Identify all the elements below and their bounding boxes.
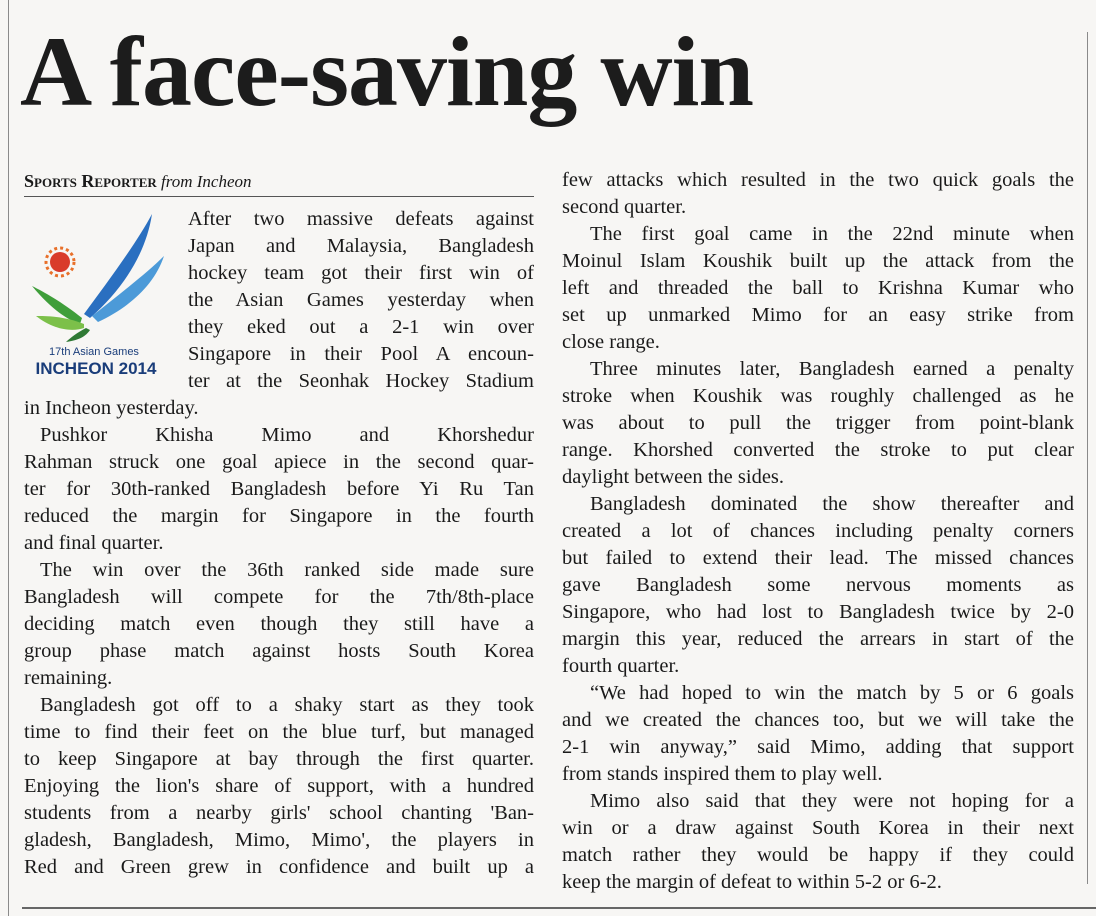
text-line: but failed to extend their lead. The missed chances: [562, 547, 1074, 569]
text-line: created a lot of chances including penalty corners: [562, 520, 1074, 542]
logo-caption: 17th Asian Games: [49, 346, 139, 358]
text-line: Bangladesh got off to a shaky start as they took: [40, 694, 534, 716]
text-line: The first goal came in the 22nd minute when: [590, 223, 1074, 245]
bottom-rule: [22, 907, 1096, 909]
text-line: margin this year, reduced the arrears in start of the: [562, 628, 1074, 650]
text-line: Singapore, who had lost to Bangladesh twice by 2-0: [562, 601, 1074, 623]
text-line: from stands inspired them to play well.: [562, 763, 883, 785]
text-line: Rahman struck one goal apiece in the second quar-: [24, 451, 534, 473]
text-line: hockey team got their first win of: [188, 262, 534, 284]
text-line: time to find their feet on the blue turf, but managed: [24, 721, 534, 743]
text-line: win or a draw against South Korea in their next: [562, 817, 1074, 839]
text-line: Pushkor Khisha Mimo and Khorshedur: [40, 424, 534, 446]
text-line: deciding match even though they still have a: [24, 613, 534, 635]
text-line: remaining.: [24, 667, 113, 689]
text-line: Singapore in their Pool A encoun-: [188, 343, 534, 365]
text-line: reduced the margin for Singapore in the fourth: [24, 505, 534, 527]
text-line: to keep Singapore at bay through the first quarter.: [24, 748, 534, 770]
text-line: group phase match against hosts South Korea: [24, 640, 534, 662]
text-line: Three minutes later, Bangladesh earned a penalty: [590, 358, 1074, 380]
text-line: Moinul Islam Koushik built up the attack from the: [562, 250, 1074, 272]
byline-rule: [24, 196, 534, 197]
asian-games-emblem-icon: [24, 206, 174, 346]
text-line: daylight between the sides.: [562, 466, 785, 488]
text-line: was about to pull the trigger from point-blank: [562, 412, 1074, 434]
text-line: fourth quarter.: [562, 655, 680, 677]
text-line: ter for 30th-ranked Bangladesh before Yi Ru Tan: [24, 478, 534, 500]
text-line: students from a nearby girls' school chanting 'Ban-: [24, 802, 534, 824]
text-line: Bangladesh dominated the show thereafter and: [590, 493, 1074, 515]
text-line: and final quarter.: [24, 532, 164, 554]
text-line: in Incheon yesterday.: [24, 397, 199, 419]
text-line: Red and Green grew in confidence and built up a: [24, 856, 534, 878]
text-line: 2-1 win anyway,” said Mimo, adding that support: [562, 736, 1074, 758]
text-line: second quarter.: [562, 196, 687, 218]
text-line: Enjoying the lion's share of support, with a hundred: [24, 775, 534, 797]
text-line: they eked out a 2-1 win over: [188, 316, 534, 338]
text-line: range. Khorshed converted the stroke to put clear: [562, 439, 1074, 461]
text-line: close range.: [562, 331, 660, 353]
asian-games-logo: [24, 206, 174, 380]
text-line: match rather they would be happy if they could: [562, 844, 1074, 866]
text-line: keep the margin of defeat to within 5-2 or 6-2.: [562, 871, 942, 893]
text-line: ter at the Seonhak Hockey Stadium: [188, 370, 534, 392]
column-rule-right: [1087, 32, 1088, 884]
column-rule-left: [8, 0, 9, 916]
byline: [24, 170, 534, 193]
text-line: The win over the 36th ranked side made sure: [40, 559, 534, 581]
text-line: gave Bangladesh some nervous moments as: [562, 574, 1074, 596]
text-line: and we created the chances too, but we will take the: [562, 709, 1074, 731]
headline: A face-saving win: [20, 16, 753, 127]
byline-name: Sports Reporter: [24, 171, 157, 191]
text-line: Bangladesh will compete for the 7th/8th-place: [24, 586, 534, 608]
text-line: Japan and Malaysia, Bangladesh: [188, 235, 534, 257]
text-line: left and threaded the ball to Krishna Kumar who: [562, 277, 1074, 299]
text-line: Mimo also said that they were not hoping for a: [590, 790, 1074, 812]
byline-location: from Incheon: [161, 172, 252, 191]
text-line: gladesh, Bangladesh, Mimo, Mimo', the players in: [24, 829, 534, 851]
text-line: set up unmarked Mimo for an easy strike from: [562, 304, 1074, 326]
text-line: After two massive defeats against: [188, 208, 534, 230]
text-line: “We had hoped to win the match by 5 or 6 goals: [590, 682, 1074, 704]
text-line: few attacks which resulted in the two quick goals the: [562, 169, 1074, 191]
text-line: the Asian Games yesterday when: [188, 289, 534, 311]
logo-title: INCHEON 2014: [35, 359, 157, 378]
text-line: stroke when Koushik was roughly challenged as he: [562, 385, 1074, 407]
